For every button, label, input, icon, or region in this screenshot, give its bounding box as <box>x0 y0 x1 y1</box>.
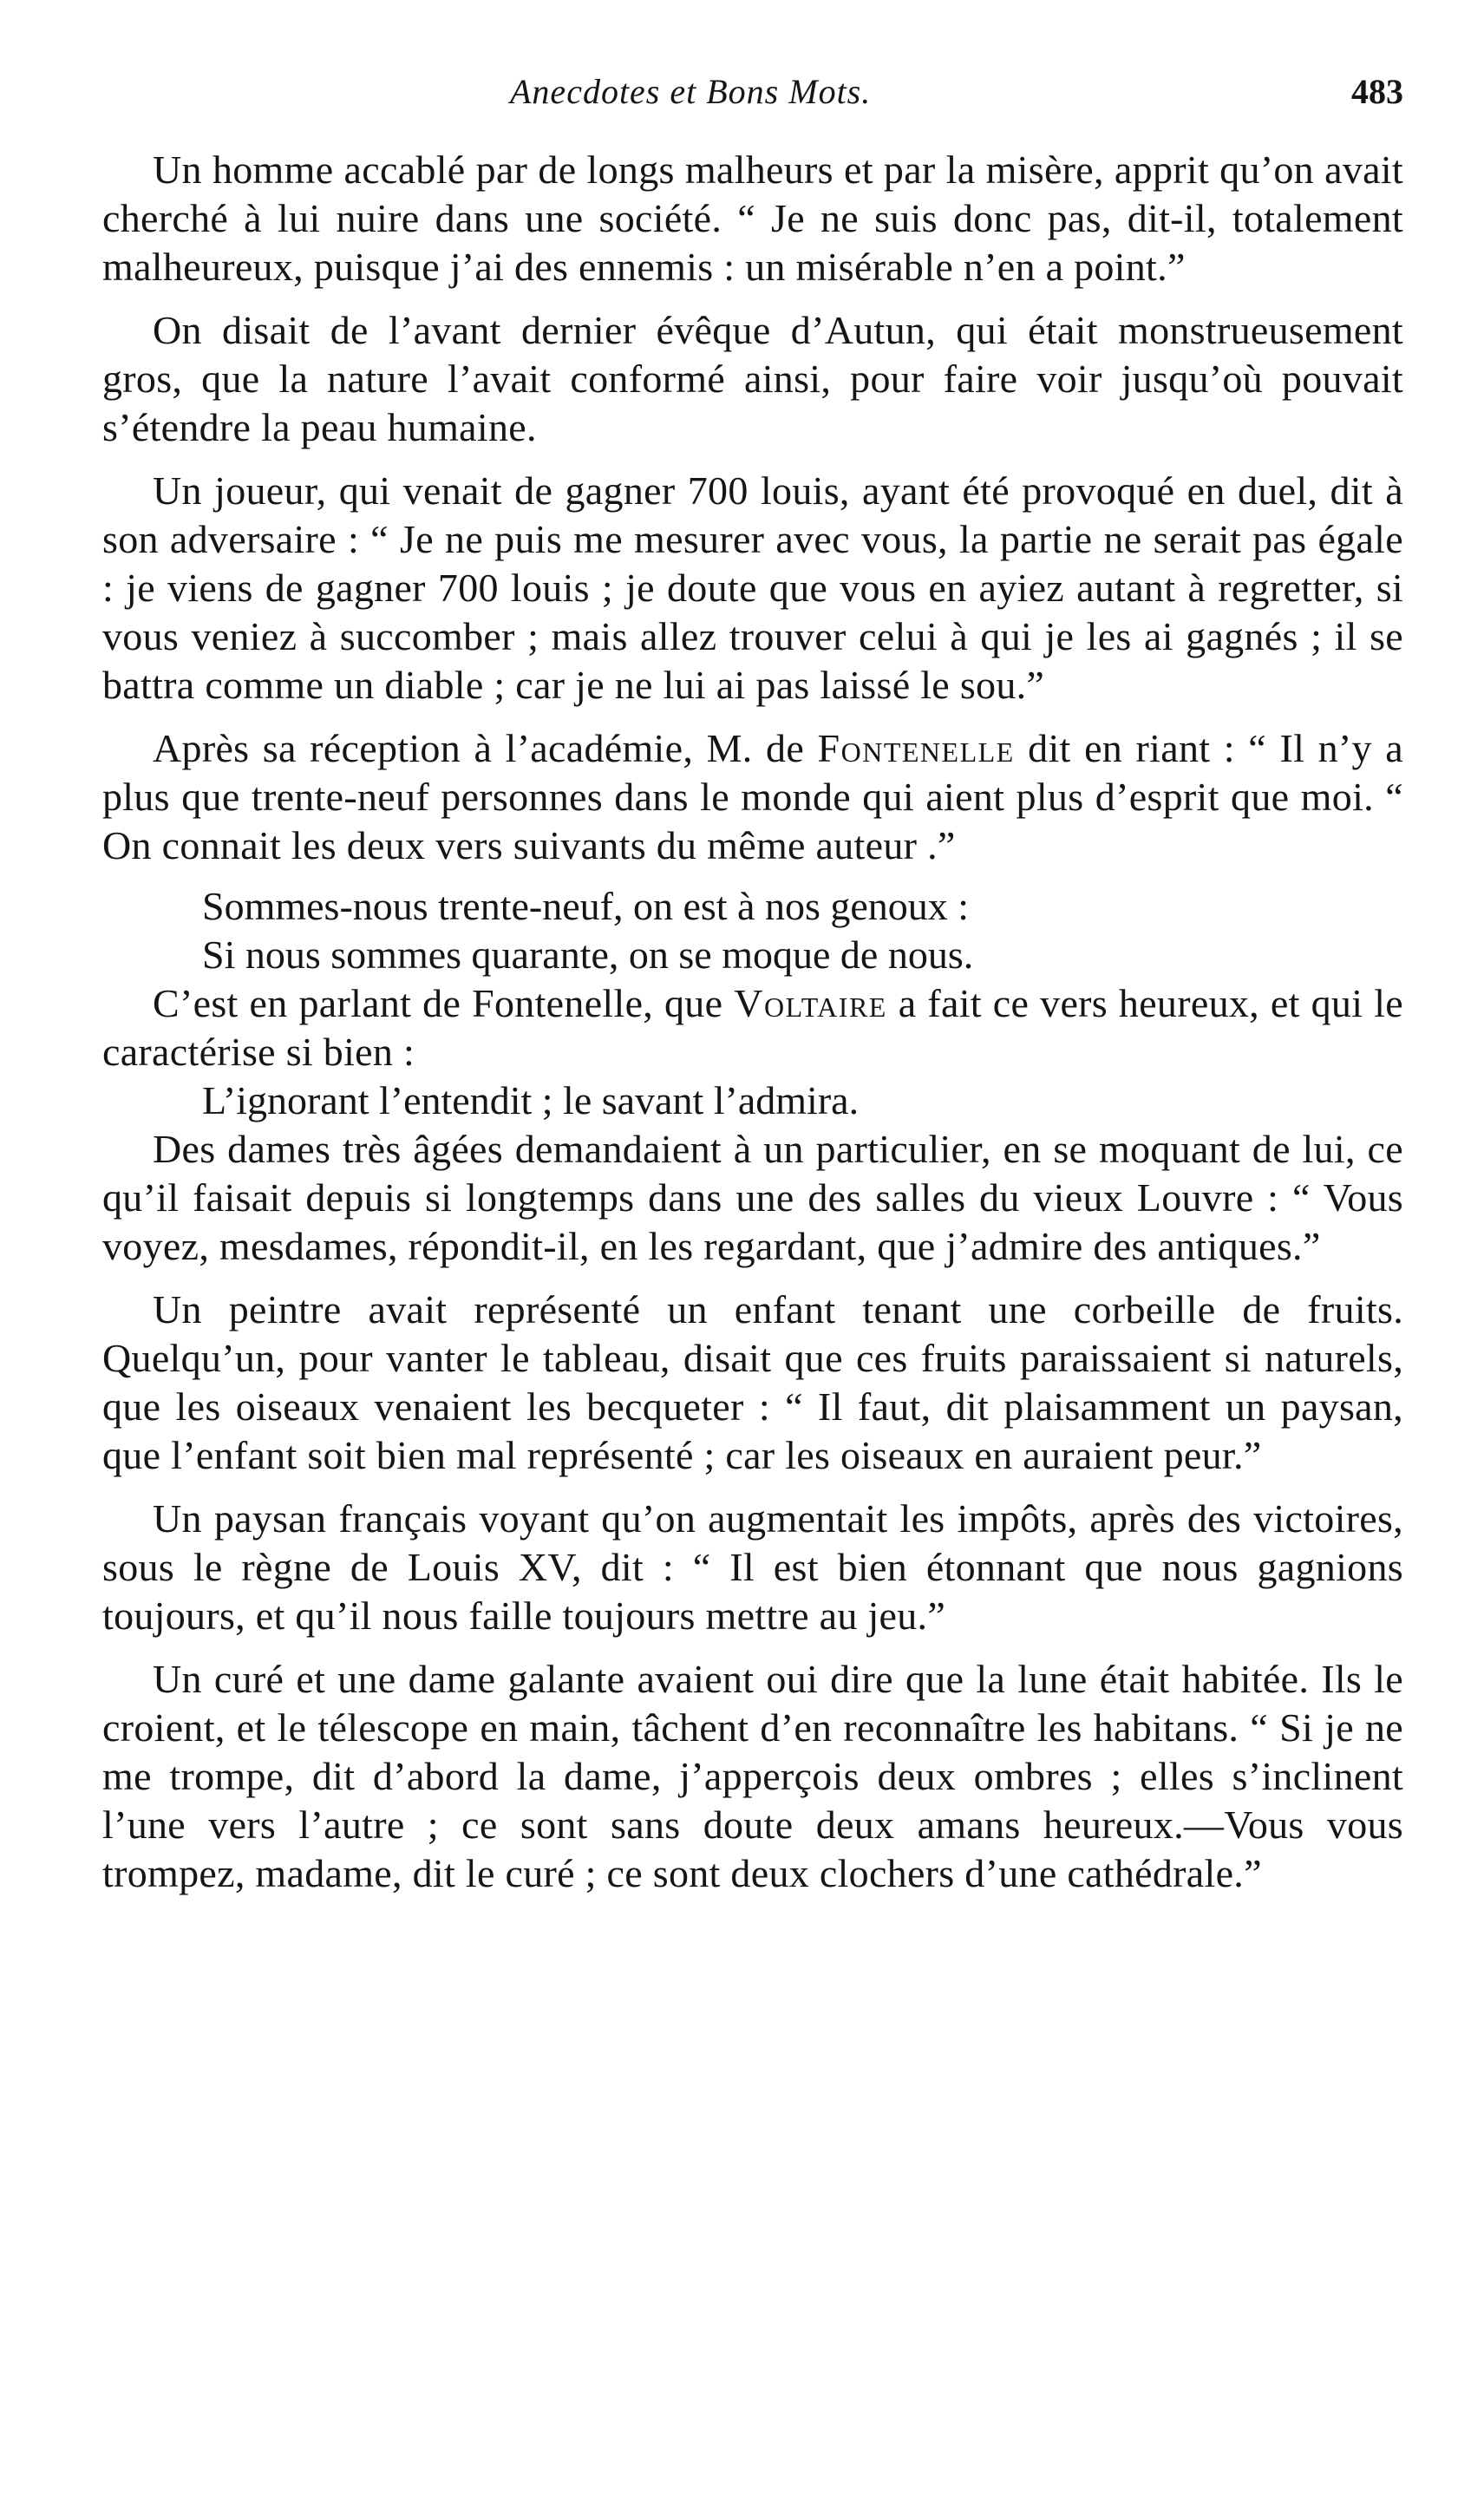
anecdote-paragraph-paysan: Un paysan français voyant qu’on augmentait les impôts, après des victoires, sous le règne de Louis XV, dit : “ Il est bien étonnant que nous gagnions toujours, et qu’il nous faille toujours mettre au jeu.” <box>102 1496 1403 1638</box>
anecdote-paragraph-antiques: Des dames très âgées demandaient à un particulier, en se moquant de lui, ce qu’il faisait depuis si longtemps dans une des salles du vieux Louvre : “ Vous voyez, mesdames, répondit-il, en les regardant, que j’admire des antiques.” <box>102 1127 1403 1268</box>
anecdote-paragraph-voltaire <box>102 979 1403 1076</box>
anecdote-paragraph-fontenelle <box>102 724 1403 870</box>
running-header <box>102 61 1403 130</box>
voltaire-name: Voltaire <box>734 981 887 1025</box>
fontenelle-text-after: dit en riant : “ Il n’y a plus que trente-neuf personnes dans le monde qui aient plus d’esprit que moi. “ On connait les deux vers suivants du même auteur .” <box>102 726 1403 867</box>
body-text <box>102 146 1403 1898</box>
verse-couplet <box>102 882 1403 979</box>
fontenelle-text-before: Après sa réception à l’académie, M. de <box>153 726 818 770</box>
voltaire-text-after: a fait ce vers heureux, et qui le caractérise si bien : <box>102 981 1403 1074</box>
anecdote-paragraph-autun: On disait de l’avant dernier évêque d’Autun, qui était monstrueusement gros, que la nature l’avait conformé ainsi, pour faire voir jusqu’où pouvait s’étendre la peau humaine. <box>102 308 1403 449</box>
fontenelle-name: Fontenelle <box>817 726 1015 770</box>
verse-single-line: L’ignorant l’entendit ; le savant l’admira. <box>202 1078 860 1122</box>
anecdote-paragraph-joueur: Un joueur, qui venait de gagner 700 louis, ayant été provoqué en duel, dit à son adversaire : “ Je ne puis me mesurer avec vous, la partie ne serait pas égale : je viens de gagner 700 louis ; je doute que vous en ayiez autant à regretter, si vous veniez à succomber ; mais allez trouver celui à qui je les ai gagnés ; il se battra comme un diable ; car je ne lui ai pas laissé le sou.” <box>102 468 1403 707</box>
running-title: Anecdotes et Bons Mots. <box>510 72 872 111</box>
anecdote-paragraph-lune: Un curé et une dame galante avaient oui dire que la lune était habitée. Ils le croient, et le télescope en main, tâchent d’en reconnaître les habitans. “ Si je ne me trompe, dit d’abord la dame, j’apperçois deux ombres ; elles s’inclinent l’une vers l’autre ; ce sont sans doute deux amans heureux.—Vous vous trompez, madame, dit le curé ; ce sont deux clochers d’une cathédrale.” <box>102 1657 1403 1895</box>
voltaire-text-before: C’est en parlant de Fontenelle, que <box>153 981 735 1025</box>
verse-line: Si nous sommes quarante, on se moque de nous. <box>202 932 974 977</box>
anecdote-paragraph-peintre: Un peintre avait représenté un enfant tenant une corbeille de fruits. Quelqu’un, pour vanter le tableau, disait que ces fruits paraissaient si naturels, que les oiseaux venaient les becqueter : “ Il faut, dit plaisamment un paysan, que l’enfant soit bien mal représenté ; car les oiseaux en auraient peur.” <box>102 1287 1403 1477</box>
book-page <box>102 61 1403 2490</box>
anecdote-paragraph-misere: Un homme accablé par de longs malheurs et par la misère, apprit qu’on avait cherché à lui nuire dans une société. “ Je ne suis donc pas, dit-il, totalement malheureux, puisque j’ai des ennemis : un misérable n’en a point.” <box>102 147 1403 289</box>
verse-line: Sommes-nous trente-neuf, on est à nos genoux : <box>202 884 970 928</box>
page-number: 483 <box>1351 72 1403 111</box>
